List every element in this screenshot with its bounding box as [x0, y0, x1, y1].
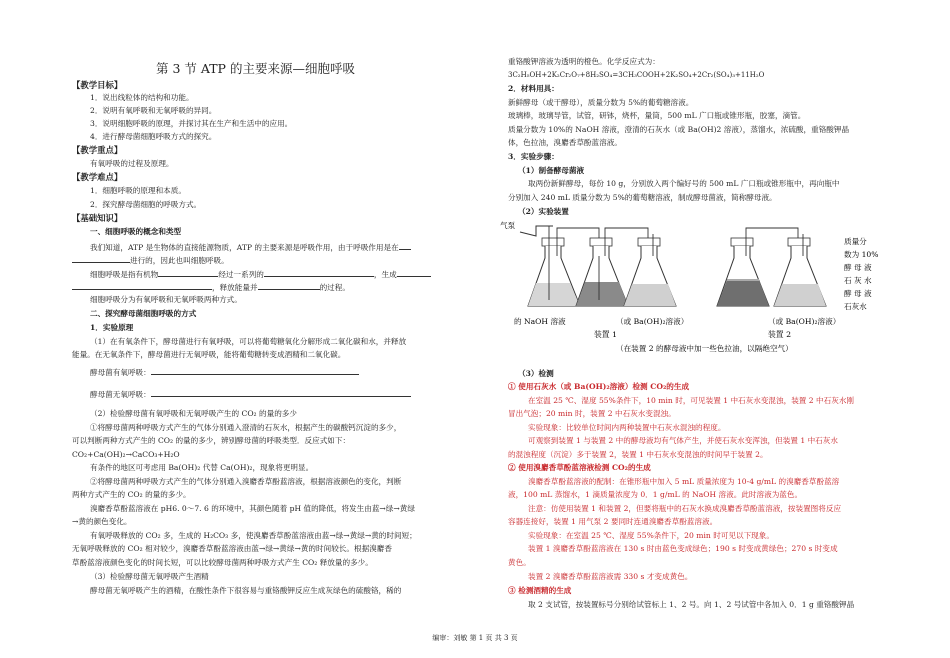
paragraph: 细胞呼吸分为有氧呼吸和无氧呼吸两种方式。 — [90, 295, 242, 304]
naoh-label: 的 NaOH 溶液 — [514, 317, 566, 326]
detect2-heading: ② 使用溴麝香草酚蓝溶液检测 CO₂的生成 — [508, 463, 651, 472]
paragraph: 注意：仿使用装置 1 和装置 2，但要将瓶中的石灰水换成溴麝香草酚蓝溶液，按装置图将反应 — [528, 504, 842, 513]
page-title: 第 3 节 ATP 的主要来源—细胞呼吸 — [156, 61, 355, 76]
page-footer: 编审：刘敏 第 1 页 共 3 页 — [432, 634, 518, 642]
paragraph: 容器连接好，装置 1 用气泵 2 要同时连通溴麝香草酚蓝溶液。 — [508, 517, 718, 526]
paragraph: 我们知道，ATP 是生物体的直接能源物质，ATP 的主要来源是呼吸作用，由于呼吸作用是在 — [90, 241, 411, 253]
goal-item: 4．进行酵母菌细胞呼吸方式的探究。 — [90, 132, 217, 141]
goal-item: 2．说明有氧呼吸和无氧呼吸的异同。 — [90, 106, 217, 115]
detect1-heading: ① 使用石灰水（或 Ba(OH)₂溶液）检测 CO₂的生成 — [508, 382, 690, 391]
device1-label: 装置 1 — [594, 330, 618, 339]
steps-heading: 3．实验步骤： — [508, 152, 559, 161]
diagram-label: 石灰水 — [844, 302, 867, 311]
paragraph: →黄的颜色变化。 — [72, 517, 132, 526]
step2-heading: （2）实验装置 — [518, 207, 569, 216]
paragraph: 有氧呼吸释放的 CO₂ 多，生成的 H₂CO₃ 多，使溴麝香草酚蓝溶液由蓝→绿→黄绿→黄的时间短； — [90, 531, 417, 540]
goal-item: 1．说出线粒体的结构和功能。 — [90, 93, 194, 102]
paragraph: ①将酵母菌两种呼吸方式产生的气体分别通入澄清的石灰水，根据产生的碳酸钙沉淀的多少， — [90, 423, 402, 432]
paragraph: 取两份新鲜酵母，每份 10 g，分别放入两个编好号的 500 mL 广口瓶或锥形瓶中，再向瓶中 — [528, 179, 840, 188]
aerobic-line: 酵母菌有氧呼吸： — [90, 366, 359, 378]
basic-heading: 【基础知识】 — [72, 213, 123, 223]
step1-heading: （1）制备酵母菌液 — [518, 166, 585, 175]
pump-label: 气泵 — [500, 221, 516, 230]
paragraph: 进行的，因此也叫细胞呼吸。 — [72, 254, 229, 266]
paragraph: 在室温 25 ℃、湿度 55%条件下，10 min 时，可见装置 1 中石灰水变混浊，装置 2 中石灰水刚 — [528, 396, 855, 405]
difficulty-item: 2．探究酵母菌细胞的呼吸方式。 — [90, 200, 202, 209]
key-heading: 【教学重点】 — [72, 145, 123, 155]
step3-heading: （3）检测 — [518, 369, 554, 378]
paragraph: 装置 2 溴麝香草酚蓝溶液需 330 s 才变成黄色。 — [528, 572, 693, 581]
paragraph: 能量。在无氧条件下，酵母菌进行无氧呼吸，能将葡萄糖转变成酒精和二氧化碳。 — [72, 350, 346, 359]
diagram-label: 质量分 — [844, 237, 867, 246]
baoh-label: （或 Ba(OH)₂溶液） — [768, 317, 841, 326]
paragraph: 细胞呼吸是指有机物 经过一系列的 ，生成 — [90, 268, 431, 280]
materials-heading: 2．材料用具： — [508, 84, 559, 93]
paragraph: 有条件的地区可考虑用 Ba(OH)₂ 代替 Ca(OH)₂，现象将更明显。 — [90, 463, 314, 472]
diagram-label: 数为 10% — [844, 250, 879, 259]
paragraph: 质量分数为 10%的 NaOH 溶液，澄清的石灰水（或 Ba(OH)2 溶液），蒸馏水，浓硫酸，重铬酸钾晶 — [508, 125, 850, 134]
paragraph: （1）在有氧条件下，酵母菌进行有氧呼吸，可以将葡萄糖氧化分解形成二氧化碳和水，并释放 — [90, 337, 407, 346]
paragraph: 黄色。 — [508, 558, 531, 567]
flask-naoh — [528, 226, 580, 306]
paragraph: 可观察到装置 1 与装置 2 中的酵母液均有气体产生，并使石灰水变浑浊，但装置 1 中石灰水 — [528, 436, 838, 445]
difficulty-heading: 【教学难点】 — [72, 172, 123, 182]
paragraph: （3）检验酵母菌无氧呼吸产生酒精 — [90, 572, 209, 581]
principle-heading: 1．实验原理 — [90, 323, 134, 332]
key-text: 有氧呼吸的过程及原理。 — [90, 159, 174, 168]
detect3-heading: ③ 检测酒精的生成 — [508, 586, 572, 595]
pump-tube — [520, 226, 553, 236]
paragraph: 溴麝香草酚蓝溶液在 pH6. 0～7. 6 的环境中，其颜色随着 pH 值的降低，将发生由蓝→绿→黄绿 — [90, 504, 415, 513]
paragraph: 可以判断两种方式产生的 CO₂ 的量的多少，辨别酵母菌的呼吸类型．反应式如下： — [72, 436, 351, 445]
paragraph: 的混浊程度（沉淀）多于装置 2，装置 1 中石灰水变混浊的时间早于装置 2。 — [508, 450, 768, 459]
equation: 3C₂H₅OH+2K₂Cr₂O₇+8H₂SO₄=3CH₃COOH+2K₂SO₄+2Cr₂(SO₄)₃+11H₂O — [508, 71, 765, 79]
paragraph: 无氧呼吸释放的 CO₂ 相对较少，溴麝香草酚蓝溶液由蓝→绿→黄绿→黄的时间较长。根据溴麝香 — [72, 544, 392, 553]
difficulty-item: 1．细胞呼吸的原理和本质。 — [90, 186, 186, 195]
section1-heading: 一、细胞呼吸的概念和类型 — [90, 227, 182, 236]
paragraph: 分别加入 240 mL 质量分数为 5%的葡萄糖溶液，制成酵母菌液，简称酵母液。 — [508, 193, 777, 202]
diagram-caption: （在装置 2 的酵母液中加一些色拉油，以隔绝空气） — [616, 344, 793, 353]
paragraph: 冒出气泡；20 min 时，装置 2 中石灰水变混浊。 — [508, 409, 676, 418]
paragraph: ②将酵母菌两种呼吸方式产生的气体分别通入溴麝香草酚蓝溶液，根据溶液颜色的变化，判断 — [90, 477, 402, 486]
goal-item: 3．说明细胞呼吸的原理，并探讨其在生产和生活中的应用。 — [90, 119, 293, 128]
diagram-label: 酵 母 液 — [844, 289, 872, 298]
paragraph: 玻璃棒，玻璃导管，试管，研钵，烧杯，量筒，500 mL 广口瓶或锥形瓶，胶塞，滴管。 — [508, 111, 806, 120]
apparatus-diagram — [498, 216, 908, 366]
paragraph: ，释放能量并 的过程。 — [72, 281, 350, 293]
paragraph: （2）检验酵母菌有氧呼吸和无氧呼吸产生的 CO₂ 的量的多少 — [90, 409, 297, 418]
paragraph: 装置 1 溴麝香草酚蓝溶液在 130 s 时由蓝色变成绿色；190 s 时变成黄绿色；270 s 时变成 — [528, 544, 838, 553]
paragraph: 体，色拉油，溴麝香草酚蓝溶液。 — [508, 138, 622, 147]
diagram-label: 石 灰 水 — [844, 276, 872, 285]
flask-limewater-1 — [624, 234, 676, 306]
section2-heading: 二、探究酵母菌细胞呼吸的方式 — [90, 309, 197, 318]
paragraph: 草酚蓝溶液颜色变化的时间长短，可以比较酵母菌两种呼吸方式产生 CO₂ 释放量的多少。 — [72, 558, 373, 567]
diagram-label: 酵 母 液 — [844, 263, 872, 272]
paragraph: 液，100 mL 蒸馏水，1 滴质量浓度为 0．1 g/mL 的 NaOH 溶液。此时溶液为蓝色。 — [508, 490, 803, 499]
flask-limewater-2 — [774, 234, 826, 306]
paragraph: 溴麝香草酚蓝溶液的配制：在锥形瓶中加入 5 mL 质量浓度为 10-4 g/mL 的溴麝香草酚蓝溶 — [528, 477, 840, 486]
equation: CO₂+Ca(OH)₂→CaCO₃+H₂O — [72, 450, 180, 459]
flask-yeast-2 — [717, 234, 769, 306]
device2-label: 装置 2 — [768, 330, 792, 339]
paragraph: 两种方式产生的 CO₂ 的量的多少。 — [72, 490, 191, 499]
flask-yeast-1 — [576, 234, 628, 306]
paragraph: 实验现象：在室温 25 ℃、湿度 55%条件下，20 min 时可见以下现象。 — [528, 531, 774, 540]
goals-heading: 【教学目标】 — [72, 80, 123, 90]
paragraph: 取 2 支试管，按装置标号分别给试管标上 1、2 号。向 1、2 号试管中各加入 0．1 g 重铬酸钾晶 — [528, 600, 855, 609]
paragraph: 实验现象：比较单位时间内两种装置中石灰水混浊的程度。 — [528, 423, 726, 432]
paragraph: 酵母菌无氧呼吸产生的酒精，在酸性条件下很容易与重铬酸钾反应生成灰绿色的硫酸铬，稀的 — [90, 586, 402, 595]
anaerobic-line: 酵母菌无氧呼吸： — [90, 388, 411, 400]
baoh-label: （或 Ba(OH)₂溶液） — [616, 317, 689, 326]
paragraph: 新鲜酵母（或干酵母），质量分数为 5%的葡萄糖溶液。 — [508, 98, 694, 107]
paragraph: 重铬酸钾溶液为透明的橙色。化学反应式为： — [508, 57, 660, 66]
